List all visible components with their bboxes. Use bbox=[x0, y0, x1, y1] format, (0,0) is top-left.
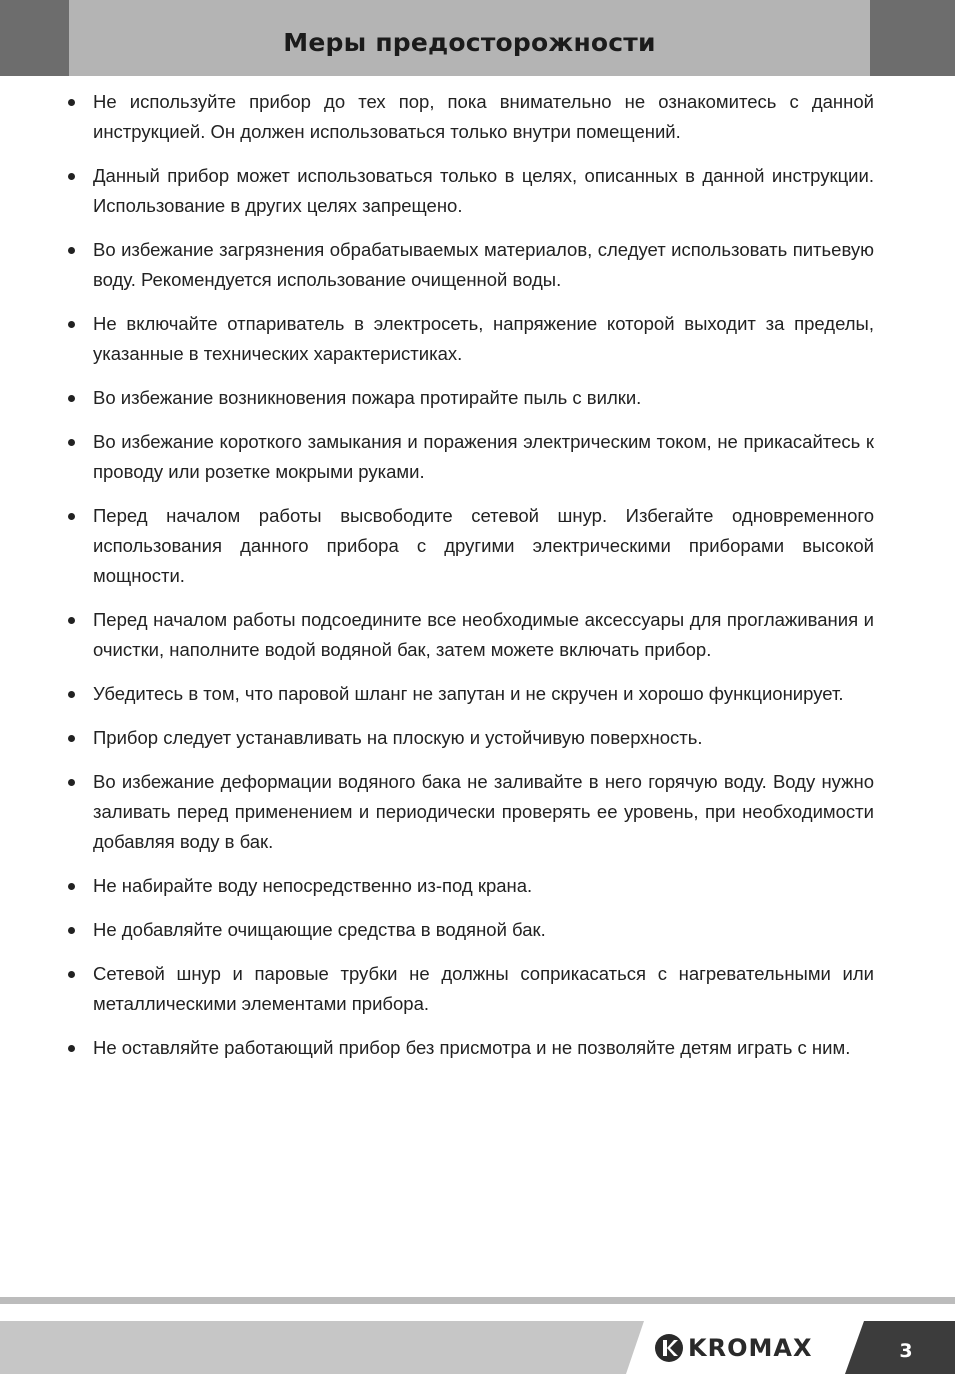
list-item bbox=[66, 87, 874, 147]
brand-logo bbox=[655, 1331, 812, 1365]
footer-divider bbox=[0, 1297, 955, 1304]
list-item bbox=[66, 871, 874, 901]
list-item bbox=[66, 501, 874, 591]
list-item-text: Во избежание загрязнения обрабатываемых материалов, следует использовать питьевую воду. Рекомендуется использование очищенной воды. bbox=[93, 239, 874, 290]
list-item-text: Прибор следует устанавливать на плоскую и устойчивую поверхность. bbox=[93, 727, 703, 748]
list-item-text: Убедитесь в том, что паровой шланг не запутан и не скручен и хорошо функционирует. bbox=[93, 683, 844, 704]
footer-left-band bbox=[0, 1321, 644, 1374]
list-item-text: Перед началом работы подсоедините все необходимые аксессуары для проглаживания и очистки, наполните водой водяной бак, затем можете включать прибор. bbox=[93, 609, 874, 660]
list-item-text: Перед началом работы высвободите сетевой шнур. Избегайте одновременного использования данного прибора с другими электрическими приборами высокой мощности. bbox=[93, 505, 874, 586]
bullet-icon bbox=[68, 883, 75, 890]
page-title: Меры предосторожности bbox=[283, 28, 656, 57]
kromax-logo-icon bbox=[655, 1334, 683, 1362]
list-item bbox=[66, 605, 874, 665]
list-item-text: Во избежание возникновения пожара протирайте пыль с вилки. bbox=[93, 387, 642, 408]
list-item bbox=[66, 309, 874, 369]
bullet-icon bbox=[68, 779, 75, 786]
bullet-icon bbox=[68, 247, 75, 254]
bullet-icon bbox=[68, 439, 75, 446]
brand-name: KROMAX bbox=[688, 1334, 813, 1362]
list-item bbox=[66, 767, 874, 857]
list-item-text: Не набирайте воду непосредственно из-под крана. bbox=[93, 875, 533, 896]
list-item bbox=[66, 161, 874, 221]
list-item bbox=[66, 679, 874, 709]
list-item bbox=[66, 427, 874, 487]
page-header bbox=[0, 0, 955, 76]
list-item bbox=[66, 723, 874, 753]
header-left-block bbox=[0, 0, 69, 76]
page-number: 3 bbox=[899, 1340, 913, 1362]
list-item-text: Во избежание деформации водяного бака не заливайте в него горячую воду. Воду нужно заливать перед применением и периодически проверять ее уровень, при необходимости добавляя воду в бак. bbox=[93, 771, 874, 852]
list-item bbox=[66, 915, 874, 945]
list-item bbox=[66, 383, 874, 413]
page-footer bbox=[0, 1321, 955, 1374]
bullet-icon bbox=[68, 1045, 75, 1052]
list-item bbox=[66, 959, 874, 1019]
list-item-text: Не включайте отпариватель в электросеть, напряжение которой выходит за пределы, указанные в технических характеристиках. bbox=[93, 313, 874, 364]
list-item-text: Во избежание короткого замыкания и поражения электрическим током, не прикасайтесь к проводу или розетке мокрыми руками. bbox=[93, 431, 874, 482]
list-item bbox=[66, 1033, 874, 1063]
list-item-text: Данный прибор может использоваться только в целях, описанных в данной инструкции. Использование в других целях запрещено. bbox=[93, 165, 874, 216]
bullet-icon bbox=[68, 927, 75, 934]
bullet-icon bbox=[68, 735, 75, 742]
precautions-list bbox=[66, 87, 874, 1077]
bullet-icon bbox=[68, 617, 75, 624]
list-item-text: Не оставляйте работающий прибор без присмотра и не позволяйте детям играть с ним. bbox=[93, 1037, 851, 1058]
bullet-icon bbox=[68, 321, 75, 328]
list-item bbox=[66, 235, 874, 295]
bullet-icon bbox=[68, 691, 75, 698]
list-item-text: Сетевой шнур и паровые трубки не должны соприкасаться с нагревательными или металлическими элементами прибора. bbox=[93, 963, 874, 1014]
kromax-logo-mark bbox=[655, 1334, 683, 1362]
list-item-text: Не используйте прибор до тех пор, пока внимательно не ознакомитесь с данной инструкцией. Он должен использоваться только внутри помещений. bbox=[93, 91, 874, 142]
bullet-icon bbox=[68, 513, 75, 520]
bullet-icon bbox=[68, 173, 75, 180]
list-item-text: Не добавляйте очищающие средства в водяной бак. bbox=[93, 919, 546, 940]
header-right-block bbox=[870, 0, 955, 76]
bullet-icon bbox=[68, 971, 75, 978]
bullet-icon bbox=[68, 99, 75, 106]
bullet-icon bbox=[68, 395, 75, 402]
